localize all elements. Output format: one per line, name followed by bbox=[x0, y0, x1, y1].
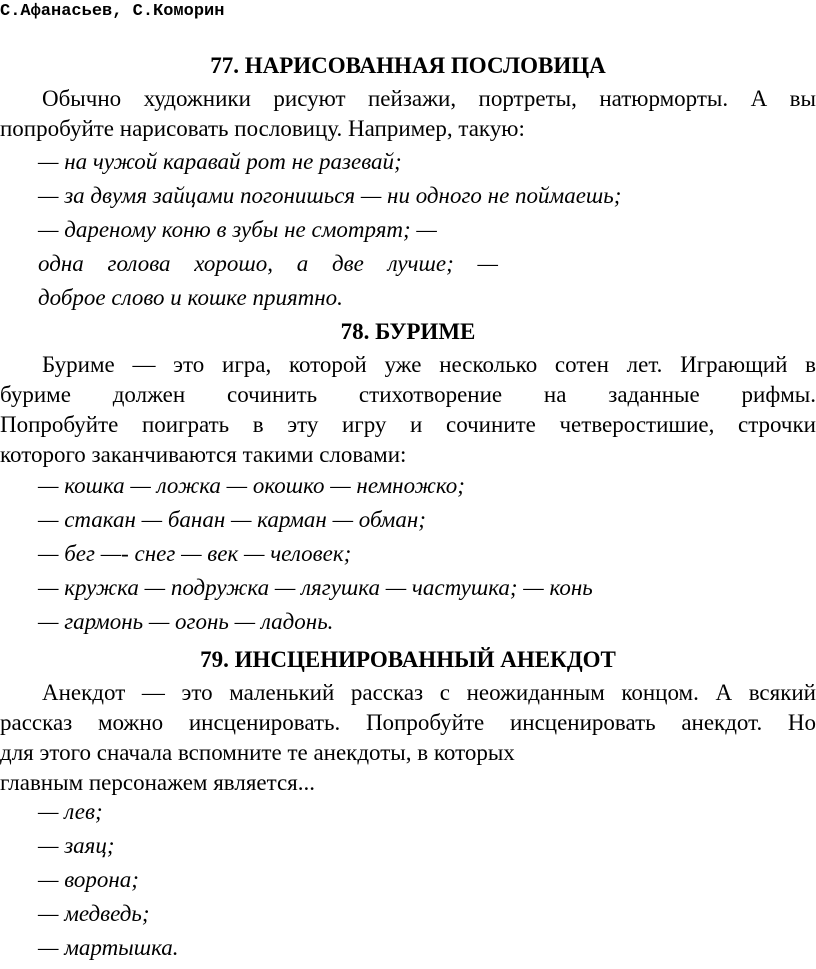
paragraph-line: Попробуйте поиграть в эту игру и сочините четверостишие, строчки bbox=[0, 412, 816, 437]
proverb-item: — за двумя зайцами погонишься — ни одного не поймаешь; bbox=[38, 183, 622, 208]
paragraph-line: которого заканчиваются такими словами: bbox=[0, 442, 407, 467]
paragraph-line: попробуйте нарисовать пословицу. Например, такую: bbox=[0, 116, 525, 141]
paragraph-line: Буриме — это игра, которой уже несколько сотен лет. Играющий в bbox=[42, 352, 816, 377]
rhyme-item: — бег —- снег — век — человек; bbox=[38, 541, 352, 566]
rhyme-item: — гармонь — огонь — ладонь. bbox=[38, 609, 334, 634]
character-item: — медведь; bbox=[38, 901, 150, 926]
rhyme-item: — стакан — банан — карман — обман; bbox=[38, 507, 426, 532]
rhyme-item: — кружка — подружка — лягушка — частушка; — конь bbox=[38, 575, 593, 600]
rhyme-item: — кошка — ложка — окошко — немножко; bbox=[38, 473, 465, 498]
paragraph-line: главным персонажем является... bbox=[0, 770, 315, 795]
proverb-item: — дареному коню в зубы не смотрят; — bbox=[38, 217, 437, 242]
proverb-item: одна голова хорошо, а две лучше; — bbox=[38, 251, 498, 276]
section-79-paragraph bbox=[0, 678, 816, 798]
character-item: — ворона; bbox=[38, 867, 139, 892]
paragraph-line: для этого сначала вспомните те анекдоты, в которых bbox=[0, 740, 515, 765]
paragraph-line: Анекдот — это маленький рассказ с неожиданным концом. А всякий bbox=[42, 680, 816, 705]
character-item: — мартышка. bbox=[38, 935, 179, 960]
section-79-title: 79. ИНСЦЕНИРОВАННЫЙ АНЕКДОТ bbox=[200, 647, 616, 672]
paragraph-line: рассказ можно инсценировать. Попробуйте инсценировать анекдот. Но bbox=[0, 710, 816, 735]
character-item: — лев; bbox=[38, 799, 103, 824]
section-78-title: 78. БУРИМЕ bbox=[340, 319, 476, 344]
paragraph-line: буриме должен сочинить стихотворение на заданные рифмы. bbox=[0, 382, 816, 407]
character-item: — заяц; bbox=[38, 833, 115, 858]
proverb-item: доброе слово и кошке приятно. bbox=[38, 285, 343, 310]
paragraph-line: Обычно художники рисуют пейзажи, портреты, натюрморты. А вы bbox=[42, 86, 816, 111]
section-77-paragraph bbox=[0, 84, 816, 144]
section-78-paragraph bbox=[0, 350, 816, 470]
proverb-item: — на чужой каравай рот не разевай; bbox=[38, 149, 402, 174]
page-header-authors: С.Афанасьев, С.Коморин bbox=[0, 2, 225, 21]
section-77-title: 77. НАРИСОВАННАЯ ПОСЛОВИЦА bbox=[210, 53, 606, 78]
